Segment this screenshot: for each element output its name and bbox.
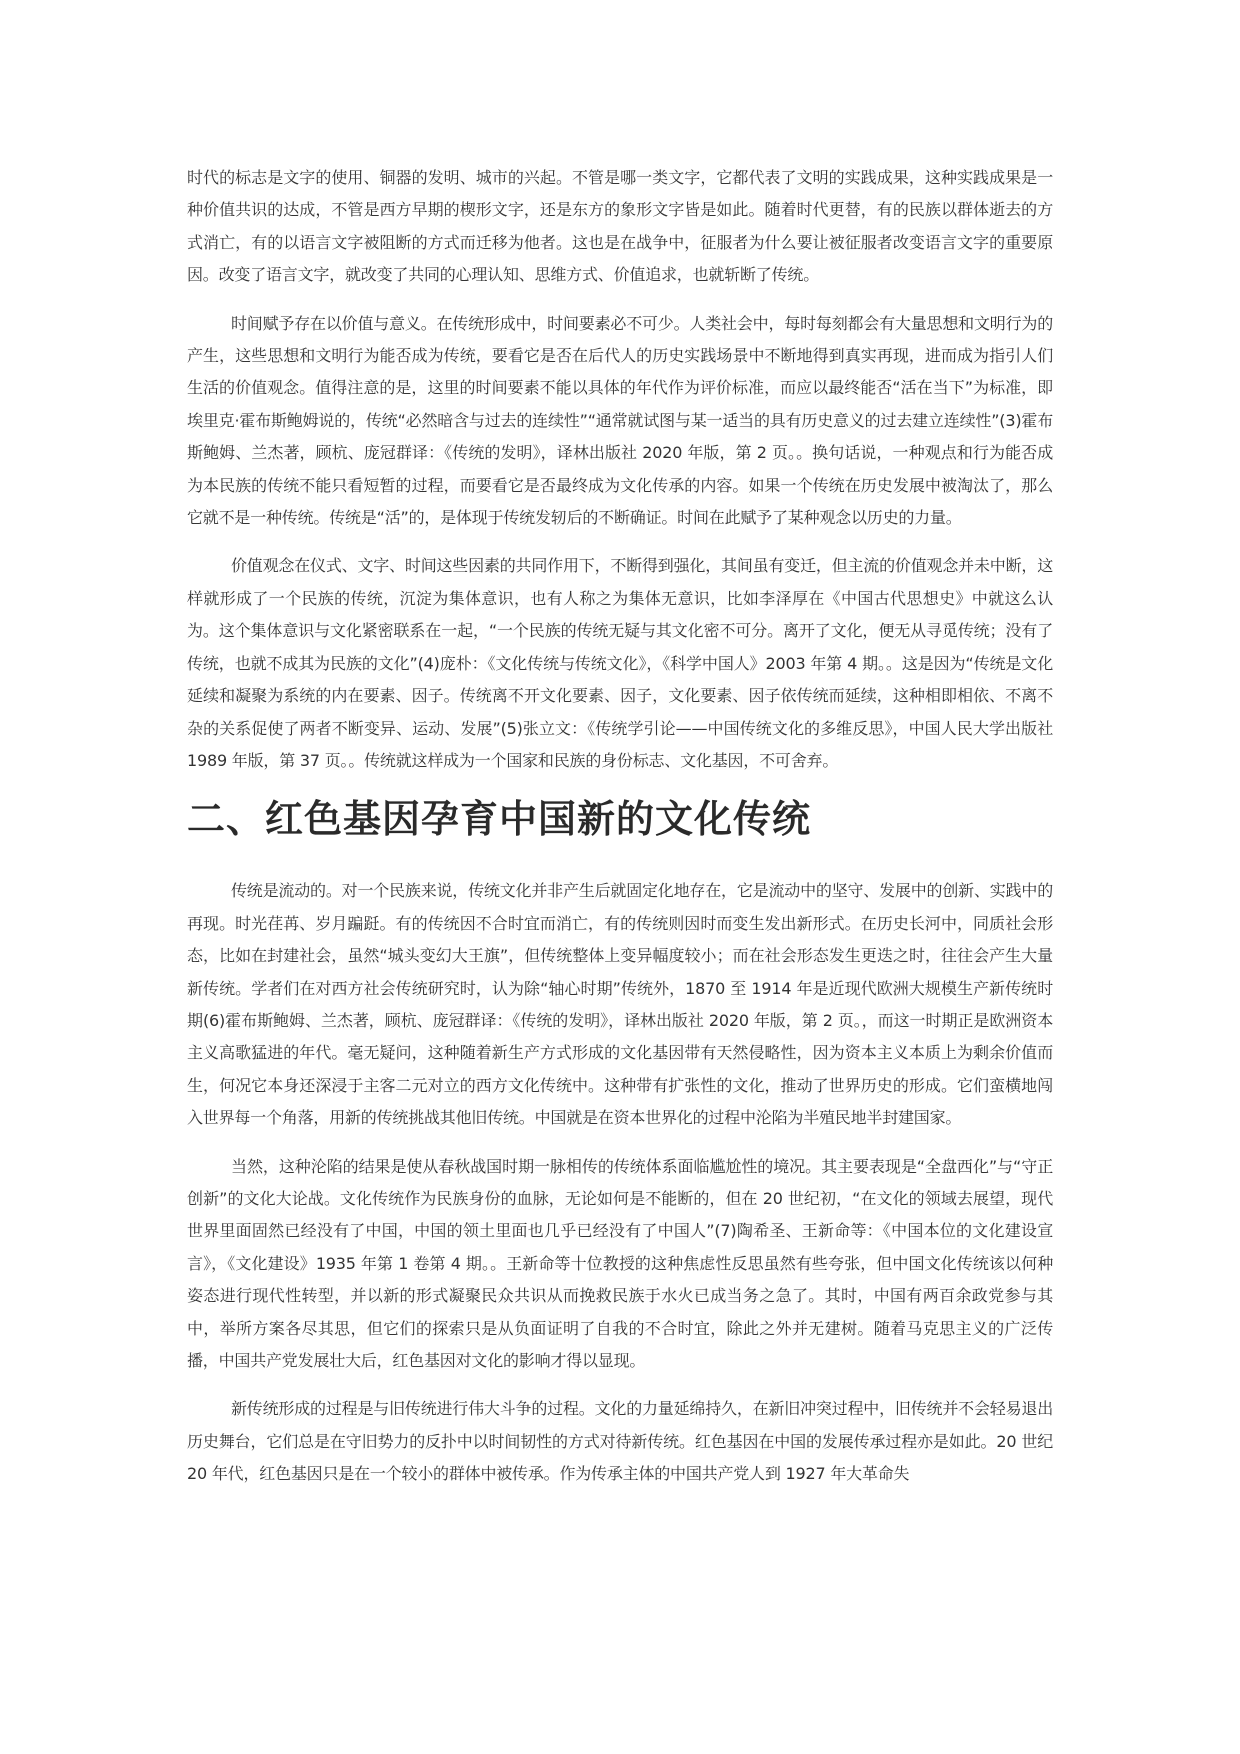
paragraph: 时间赋予存在以价值与意义。在传统形成中，时间要素必不可少。人类社会中，每时每刻都会有大量思想和文明行为的产生，这些思想和文明行为能否成为传统，要看它是否在后代人的历史实践场景中不断地得到真实再现，进而成为指引人们生活的价值观念。值得注意的是，这里的时间要素不能以具体的年代作为评价标准，而应以最终能否“活在当下”为标准，即埃里克·霍布斯鲍姆说的，传统“必然暗含与过去的连续性”“通常就试图与某一适当的具有历史意义的过去建立连续性”(3)霍布斯鲍姆、兰杰著，顾杭、庞冠群译：《传统的发明》，译林出版社 2020 年版，第 2 页。。换句话说，一种观点和行为能否成为本民族的传统不能只看短暂的过程，而要看它是否最终成为文化传承的内容。如果一个传统在历史发展中被淘汰了，那么它就不是一种传统。传统是“活”的，是体现于传统发轫后的不断确证。时间在此赋予了某种观念以历史的力量。 [187,313,1053,528]
paragraph: 传统是流动的。对一个民族来说，传统文化并非产生后就固定化地存在，它是流动中的坚守、发展中的创新、实践中的再现。时光荏苒、岁月蹁跹。有的传统因不合时宜而消亡，有的传统则因时而变生发出新形式。在历史长河中，同质社会形态，比如在封建社会，虽然“城头变幻大王旗”，但传统整体上变异幅度较小；而在社会形态发生更迭之时，往往会产生大量新传统。学者们在对西方社会传统研究时，认为除“轴心时期”传统外，1870 至 1914 年是近现代欧洲大规模生产新传统时期(6)霍布斯鲍姆、兰杰著，顾杭、庞冠群译：《传统的发明》，译林出版社 2020 年版，第 2 页。，而这一时期正是欧洲资本主义高歌猛进的年代。毫无疑问，这种随着新生产方式形成的文化基因带有天然侵略性，因为资本主义本质上为剩余价值而生，何况它本身还深浸于主客二元对立的西方文化传统中。这种带有扩张性的文化，推动了世界历史的形成。它们蛮横地闯入世界每一个角落，用新的传统挑战其他旧传统。中国就是在资本世界化的过程中沦陷为半殖民地半封建国家。 [187,881,1053,1128]
paragraph: 新传统形成的过程是与旧传统进行伟大斗争的过程。文化的力量延绵持久，在新旧冲突过程中，旧传统并不会轻易退出历史舞台，它们总是在守旧势力的反扑中以时间韧性的方式对待新传统。红色基因在中国的发展传承过程亦是如此。20 世纪 20 年代，红色基因只是在一个较小的群体中被传承。作为传承主体的中国共产党人到 1927 年大革命失 [187,1399,1053,1484]
section-heading: 二、红色基因孕育中国新的文化传统 [187,797,812,842]
paragraph: 当然，这种沦陷的结果是使从春秋战国时期一脉相传的传统体系面临尴尬性的境况。其主要表现是“全盘西化”与“守正创新”的文化大论战。文化传统作为民族身份的血脉，无论如何是不能断的，但在 20 世纪初，“在文化的领域去展望，现代世界里面固然已经没有了中国，中国的领土里面也几乎已经没有了中国人”(7)陶希圣、王新命等：《中国本位的文化建设宣言》，《文化建设》1935 年第 1 卷第 4 期。。王新命等十位教授的这种焦虑性反思虽然有些夸张，但中国文化传统该以何种姿态进行现代性转型，并以新的形式凝聚民众共识从而挽救民族于水火已成当务之急了。其时，中国有两百余政党参与其中，举所方案各尽其思，但它们的探索只是从负面证明了自我的不合时宜，除此之外并无建树。随着马克思主义的广泛传播，中国共产党发展壮大后，红色基因对文化的影响才得以显现。 [187,1156,1053,1370]
paragraph: 价值观念在仪式、文字、时间这些因素的共同作用下，不断得到强化，其间虽有变迁，但主流的价值观念并未中断，这样就形成了一个民族的传统，沉淀为集体意识，也有人称之为集体无意识，比如李泽厚在《中国古代思想史》中就这么认为。这个集体意识与文化紧密联系在一起，“一个民族的传统无疑与其文化密不可分。离开了文化，便无从寻觅传统；没有了传统，也就不成其为民族的文化”(4)庞朴：《文化传统与传统文化》，《科学中国人》2003 年第 4 期。。这是因为“传统是文化延续和凝聚为系统的内在要素、因子。传统离不开文化要素、因子，文化要素、因子依传统而延续，这种相即相依、不离不杂的关系促使了两者不断变异、运动、发展”(5)张立文：《传统学引论——中国传统文化的多维反思》，中国人民大学出版社 1989 年版，第 37 页。。传统就这样成为一个国家和民族的身份标志、文化基因，不可舍弃。 [187,556,1053,770]
document-body [187,162,1053,1507]
paragraph-continued: 时代的标志是文字的使用、铜器的发明、城市的兴起。不管是哪一类文字，它都代表了文明的实践成果，这种实践成果是一种价值共识的达成，不管是西方早期的楔形文字，还是东方的象形文字皆是如此。随着时代更替，有的民族以群体逝去的方式消亡，有的以语言文字被阻断的方式而迁移为他者。这也是在战争中，征服者为什么要让被征服者改变语言文字的重要原因。改变了语言文字，就改变了共同的心理认知、思维方式、价值追求，也就斩断了传统。 [187,168,1053,285]
